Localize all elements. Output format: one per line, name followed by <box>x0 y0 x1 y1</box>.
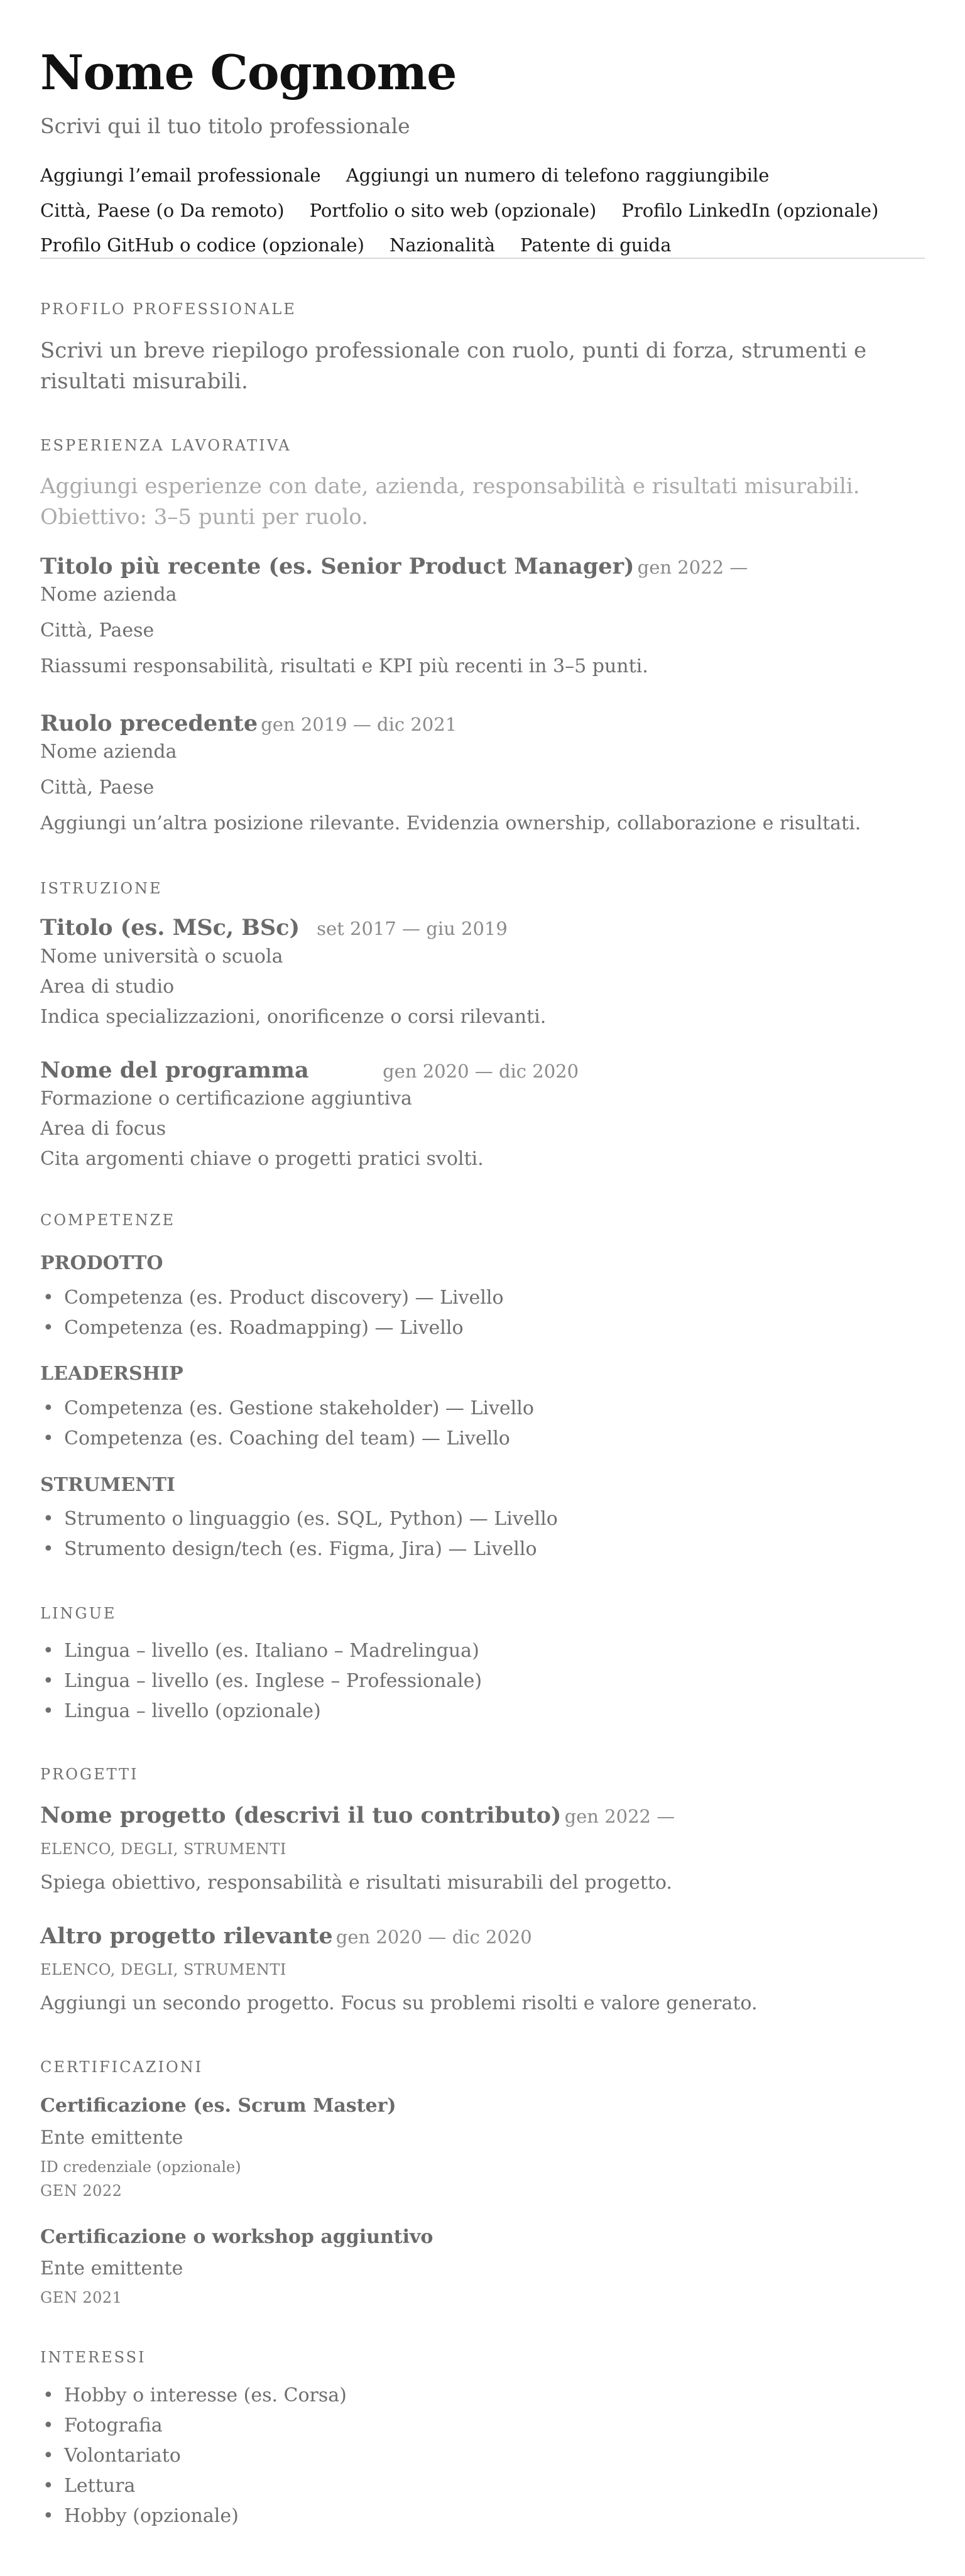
certification-issuer: Ente emittente <box>40 2257 183 2279</box>
language-item: • Lingua – livello (opzionale) <box>40 1700 321 1723</box>
project-dates: gen 2020 — dic 2020 <box>335 1926 532 1948</box>
certification-name: Certificazione (es. Scrum Master) <box>40 2095 396 2117</box>
degree-dates: set 2017 — giu 2019 <box>317 918 508 939</box>
project-name: Nome progetto (descrivi il tuo contributo) <box>40 1803 562 1828</box>
degree-dates: gen 2020 — dic 2020 <box>383 1061 579 1082</box>
email-contact[interactable]: Aggiungi l’email professionale <box>40 165 321 186</box>
certification-issuer: Ente emittente <box>40 2127 183 2149</box>
job-dates: gen 2019 — dic 2021 <box>261 714 457 735</box>
education-description: Cita argomenti chiave o progetti pratici svolti. <box>40 1148 484 1170</box>
experience-hint: Aggiungi esperienze con date, azienda, responsabilità e risultati misurabili. Obiettivo: 3–5 punti per ruolo. <box>40 474 860 530</box>
skills-heading: COMPETENZE <box>40 1211 176 1229</box>
phone-contact[interactable]: Aggiungi un numero di telefono raggiungibile <box>346 165 770 186</box>
certifications-heading: CERTIFICAZIONI <box>40 2058 204 2076</box>
company-name: Nome azienda <box>40 741 177 763</box>
projects-heading: PROGETTI <box>40 1766 139 1783</box>
education-item <box>40 914 508 942</box>
school-name: Nome università o scuola <box>40 946 283 968</box>
project-item <box>40 1923 532 1950</box>
languages-heading: LINGUE <box>40 1605 117 1622</box>
experience-heading: ESPERIENZA LAVORATIVA <box>40 437 292 454</box>
project-item <box>40 1802 675 1830</box>
profile-heading: PROFILO PROFESSIONALE <box>40 300 297 318</box>
degree-title: Nome del programma <box>40 1057 309 1083</box>
contact-row-1 <box>40 165 769 187</box>
project-name: Altro progetto rilevante <box>40 1923 333 1949</box>
job-location: Città, Paese <box>40 777 155 799</box>
contact-row-3 <box>40 234 672 256</box>
skill-item: • Competenza (es. Gestione stakeholder) — Livello <box>40 1397 534 1420</box>
project-description: Spiega obiettivo, responsabilità e risultati misurabili del progetto. <box>40 1872 672 1894</box>
project-tools: ELENCO, DEGLI, STRUMENTI <box>40 1840 286 1858</box>
job-title: Ruolo precedente <box>40 711 258 736</box>
interest-item: • Hobby o interesse (es. Corsa) <box>40 2384 347 2407</box>
job-title: Titolo più recente (es. Senior Product Manager) <box>40 554 635 579</box>
language-item: • Lingua – livello (es. Inglese – Professionale) <box>40 1670 482 1693</box>
education-item <box>40 1057 579 1084</box>
skill-item: • Strumento design/tech (es. Figma, Jira) — Livello <box>40 1538 537 1561</box>
project-description: Aggiungi un secondo progetto. Focus su problemi risolti e valore generato. <box>40 1992 758 2014</box>
interest-item: • Volontariato <box>40 2445 181 2467</box>
interests-heading: INTERESSI <box>40 2349 146 2366</box>
skill-item: • Competenza (es. Coaching del team) — Livello <box>40 1427 510 1450</box>
professional-title: Scrivi qui il tuo titolo professionale <box>40 114 410 138</box>
experience-item <box>40 710 457 738</box>
driving-license: Patente di guida <box>520 234 672 256</box>
company-name: Nome azienda <box>40 584 177 606</box>
certification-name: Certificazione o workshop aggiuntivo <box>40 2226 433 2248</box>
study-field: Area di focus <box>40 1118 166 1140</box>
job-description: Riassumi responsabilità, risultati e KPI più recenti in 3–5 punti. <box>40 655 648 677</box>
experience-item <box>40 553 748 581</box>
study-field: Area di studio <box>40 976 175 998</box>
degree-title: Titolo (es. MSc, BSc) <box>40 915 300 941</box>
profile-summary: Scrivi un breve riepilogo professionale con ruolo, punti di forza, strumenti e risultati misurabili. <box>40 338 867 395</box>
skill-item: • Competenza (es. Roadmapping) — Livello <box>40 1317 464 1340</box>
certification-date: GEN 2021 <box>40 2289 123 2306</box>
full-name: Nome Cognome <box>40 45 457 101</box>
skill-group-title: PRODOTTO <box>40 1252 163 1274</box>
header-divider <box>40 258 925 259</box>
nationality: Nazionalità <box>389 234 496 256</box>
credential-id: ID credenziale (opzionale) <box>40 2158 241 2176</box>
job-description: Aggiungi un’altra posizione rilevante. Evidenzia ownership, collaborazione e risultati. <box>40 812 861 834</box>
contact-row-2 <box>40 200 878 222</box>
certification-date: GEN 2022 <box>40 2182 123 2200</box>
interest-item: • Fotografia <box>40 2415 163 2437</box>
job-dates: gen 2022 — <box>637 557 748 578</box>
job-location: Città, Paese <box>40 619 155 641</box>
linkedin-link[interactable]: Profilo LinkedIn (opzionale) <box>621 200 879 221</box>
skill-group-title: LEADERSHIP <box>40 1363 183 1385</box>
school-name: Formazione o certificazione aggiuntiva <box>40 1088 412 1110</box>
location-contact: Città, Paese (o Da remoto) <box>40 200 285 221</box>
language-item: • Lingua – livello (es. Italiano – Madrelingua) <box>40 1640 479 1662</box>
project-dates: gen 2022 — <box>564 1806 675 1827</box>
skill-item: • Strumento o linguaggio (es. SQL, Python) — Livello <box>40 1508 558 1531</box>
project-tools: ELENCO, DEGLI, STRUMENTI <box>40 1961 286 1978</box>
interest-item: • Hobby (opzionale) <box>40 2505 239 2528</box>
skill-item: • Competenza (es. Product discovery) — Livello <box>40 1287 504 1309</box>
portfolio-link[interactable]: Portfolio o sito web (opzionale) <box>309 200 597 221</box>
interest-item: • Lettura <box>40 2475 135 2497</box>
education-description: Indica specializzazioni, onorificenze o corsi rilevanti. <box>40 1006 547 1028</box>
github-link[interactable]: Profilo GitHub o codice (opzionale) <box>40 234 364 256</box>
education-heading: ISTRUZIONE <box>40 880 163 897</box>
skill-group-title: STRUMENTI <box>40 1474 175 1496</box>
